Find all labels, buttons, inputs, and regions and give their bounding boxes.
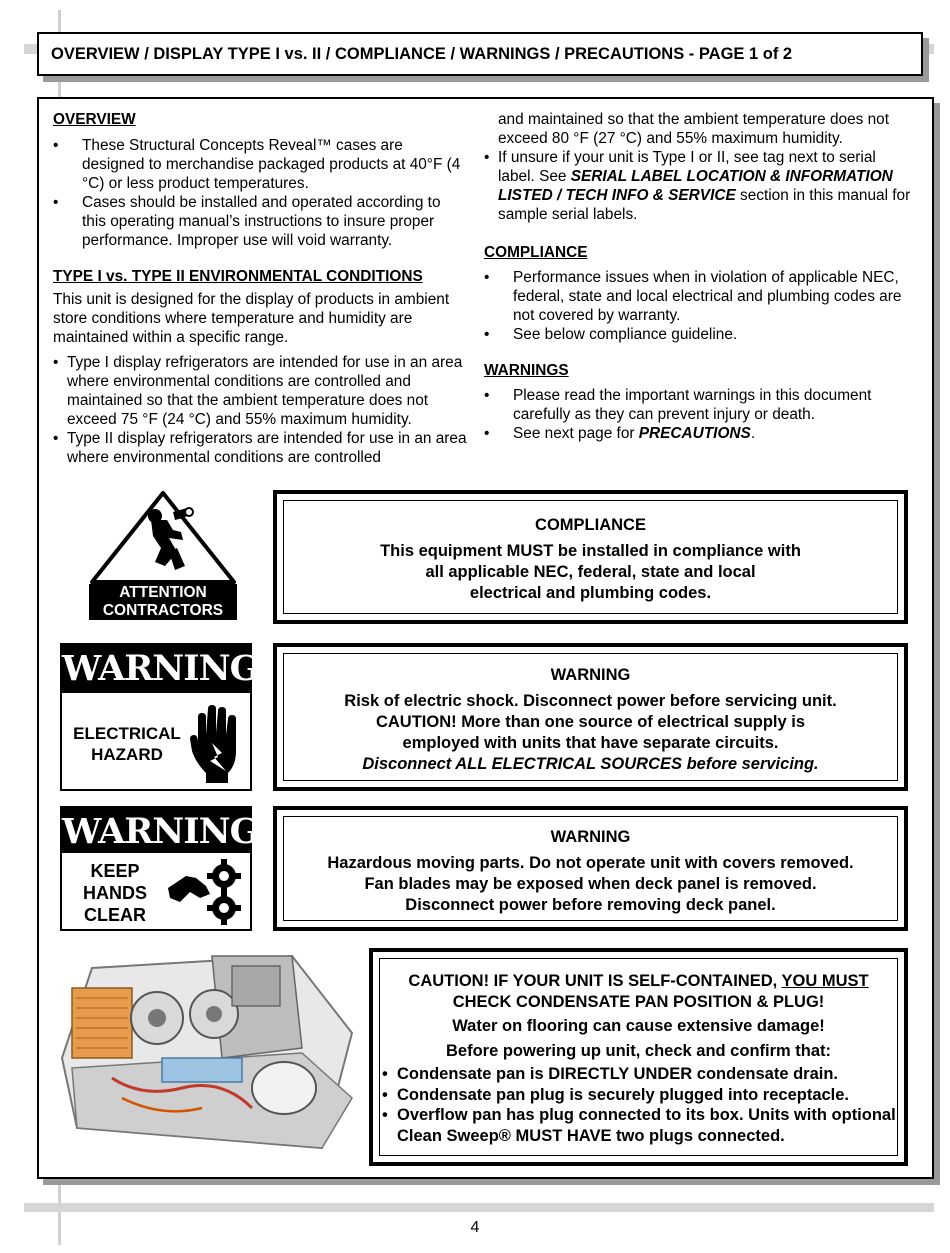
electrical-hazard-line-1: ELECTRICAL <box>73 724 181 743</box>
type-unsure-list <box>484 148 916 224</box>
type-unsure-bullet <box>484 148 916 224</box>
type-heading: TYPE I vs. TYPE II ENVIRONMENTAL CONDITIONS <box>53 268 423 285</box>
moving-warning-title: WARNING <box>550 828 631 846</box>
attention-contractors-sign <box>89 490 237 625</box>
precautions-reference: PRECAUTIONS <box>638 425 751 442</box>
compliance-notice-title: COMPLIANCE <box>535 516 646 534</box>
keep-hands-line-3: CLEAR <box>84 905 146 925</box>
moving-parts-warning-box <box>273 806 908 931</box>
moving-warning-line-3: Disconnect power before removing deck panel. <box>405 896 776 914</box>
warnings-bullet-2-text: See next page for <box>513 425 639 442</box>
right-column <box>484 110 916 443</box>
caution-check-1: • Condensate pan is DIRECTLY UNDER condensate drain. <box>380 1064 897 1085</box>
type-2-bullet: • Type II display refrigerators are intended for use in an area where environmental conditions are controlled <box>53 429 468 467</box>
condensate-caution-inner <box>379 958 898 1156</box>
contractors-label-line-1: ATTENTION <box>119 584 207 601</box>
caution-line-2: CHECK CONDENSATE PAN POSITION & PLUG! <box>452 992 825 1011</box>
warnings-bullet-2-end: . <box>750 425 756 442</box>
electric-warning-line-4: Disconnect ALL ELECTRICAL SOURCES before servicing. <box>362 755 819 773</box>
compliance-notice-box <box>273 490 908 624</box>
contractors-label <box>89 584 237 620</box>
caution-line-1-text: CAUTION! IF YOUR UNIT IS SELF-CONTAINED, <box>408 972 782 990</box>
type-1-bullet: • Type I display refrigerators are intended for use in an area where environmental conditions are controlled and maintained so that the ambient temperature does not exceed 75 °F (24 °C) and 55% maximum humidity. <box>53 353 468 429</box>
electric-warning-line-1: Risk of electric shock. Disconnect power before servicing unit. <box>344 692 837 710</box>
overview-list <box>53 136 468 250</box>
caution-check-2: • Condensate pan plug is securely plugged into receptacle. <box>380 1085 897 1106</box>
warnings-heading: WARNINGS <box>484 362 569 379</box>
compliance-heading: COMPLIANCE <box>484 244 588 261</box>
compliance-bullet-2: • See below compliance guideline. <box>484 325 916 344</box>
gear-hand-icon <box>166 858 246 926</box>
moving-warning-line-1: Hazardous moving parts. Do not operate unit with covers removed. <box>327 854 854 872</box>
type-2-continued: and maintained so that the ambient temperature does not exceed 80 °F (27 °C) and 55% maximum humidity. <box>498 111 890 147</box>
left-column <box>53 110 468 467</box>
compliance-notice-line-3: electrical and plumbing codes. <box>469 584 712 602</box>
electric-shock-warning-box <box>273 643 908 791</box>
keep-hands-clear-sign <box>60 806 259 931</box>
caution-check-3: • Overflow pan has plug connected to its box. Units with optional Clean Sweep® MUST HAVE two plugs connected. <box>380 1105 897 1146</box>
compliance-notice-inner <box>283 500 898 614</box>
warnings-bullet-1: • Please read the important warnings in this document carefully as they can prevent injury or death. <box>484 386 916 424</box>
keep-hands-line-1: KEEP <box>90 861 140 881</box>
page-title: OVERVIEW / DISPLAY TYPE I vs. II / COMPLIANCE / WARNINGS / PRECAUTIONS - PAGE 1 of 2 <box>51 45 793 63</box>
compliance-notice-line-1: This equipment MUST be installed in compliance with <box>380 542 801 560</box>
header-title-box <box>37 32 923 76</box>
keep-hands-line-2: HANDS <box>82 883 147 903</box>
page-number: 4 <box>470 1219 480 1236</box>
compliance-bullet-1: • Performance issues when in violation of applicable NEC, federal, state and local electrical and plumbing codes are not covered by warranty. <box>484 268 916 325</box>
electrical-hazard-sign <box>60 643 259 791</box>
overview-bullet-1: • These Structural Concepts Reveal™ cases are designed to merchandise packaged products at 40°F (4 °C) or less product temperatures. <box>53 136 468 193</box>
moving-warning-line-2: Fan blades may be exposed when deck panel is removed. <box>364 875 817 893</box>
caution-you-must: YOU MUST <box>781 972 869 990</box>
hands-warning-header: WARNING <box>62 808 250 853</box>
electrical-hazard-label <box>66 723 188 765</box>
warnings-bullet-2 <box>484 424 916 443</box>
overview-heading: OVERVIEW <box>53 111 136 128</box>
keep-hands-clear-label <box>66 860 164 926</box>
moving-parts-warning-inner <box>283 816 898 921</box>
electrical-hazard-line-2: HAZARD <box>91 745 163 764</box>
type-intro: This unit is designed for the display of products in ambient store conditions where temperature and humidity are maintained within a specific range. <box>53 291 450 346</box>
contractors-label-line-2: CONTRACTORS <box>102 602 224 619</box>
electric-warning-line-2: CAUTION! More than one source of electrical supply is <box>375 713 806 731</box>
shock-hand-icon <box>190 703 242 785</box>
overview-bullet-2: • Cases should be installed and operated according to this operating manual’s instructions to insure proper performance. Improper use will void warranty. <box>53 193 468 250</box>
type-list <box>53 353 468 467</box>
electrical-warning-header: WARNING <box>62 645 250 693</box>
type-unsure-text: If unsure if your unit is Type I or II, see tag next to serial label. See <box>498 149 876 185</box>
electric-shock-warning-inner <box>283 653 898 781</box>
type-unsure-text-end: section in this manual for sample serial labels. <box>498 187 911 223</box>
caution-line-4: Before powering up unit, check and confirm that: <box>445 1041 832 1060</box>
electric-warning-line-3: employed with units that have separate circuits. <box>402 734 779 752</box>
serial-label-reference: SERIAL LABEL LOCATION & INFORMATION LISTED / TECH INFO & SERVICE <box>498 168 893 204</box>
caution-line-1 <box>380 971 897 992</box>
refrigeration-unit-illustration <box>52 948 362 1158</box>
caution-line-3: Water on flooring can cause extensive damage! <box>452 1017 825 1035</box>
warnings-list <box>484 386 916 443</box>
compliance-notice-line-2: all applicable NEC, federal, state and local <box>425 563 756 581</box>
footer-band <box>24 1203 934 1212</box>
compliance-list <box>484 268 916 344</box>
electric-warning-title: WARNING <box>550 666 631 684</box>
worker-triangle-icon <box>89 490 237 585</box>
condensate-caution-box <box>369 948 908 1166</box>
caution-checklist <box>380 1064 897 1146</box>
